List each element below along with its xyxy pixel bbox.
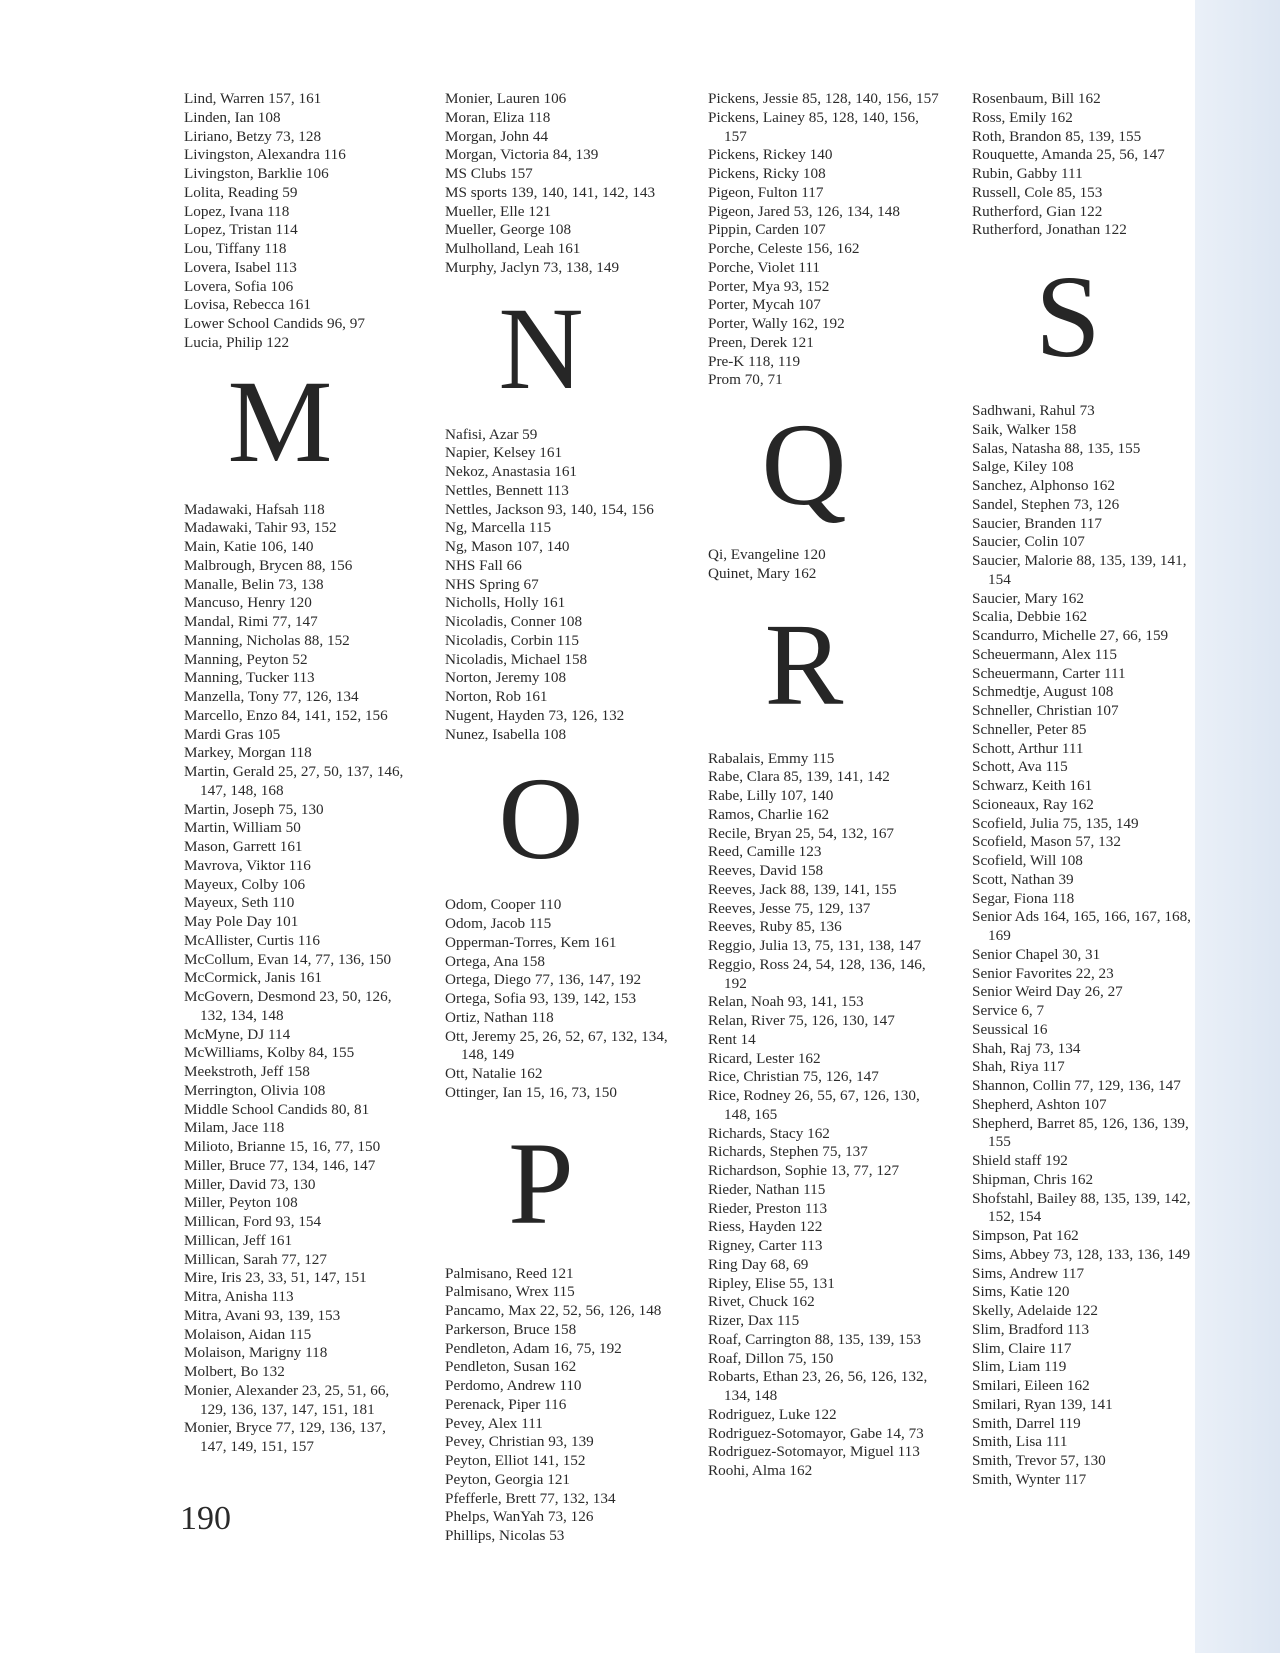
index-entry: Scofield, Julia 75, 135, 149 (972, 814, 1139, 832)
index-entry: Saucier, Colin 107 (972, 533, 1085, 551)
index-entry: Relan, Noah 93, 141, 153 (708, 993, 864, 1011)
index-entry: Liriano, Betzy 73, 128 (184, 127, 322, 145)
index-entry: Rodriguez-Sotomayor, Gabe 14, 73 (708, 1424, 924, 1442)
index-entry: Ott, Natalie 162 (445, 1065, 543, 1082)
index-entry: Parkerson, Bruce 158 (445, 1320, 577, 1338)
index-entry: Salas, Natasha 88, 135, 155 (972, 439, 1141, 457)
index-entry: Smith, Wynter 117 (972, 1470, 1087, 1488)
index-entry: Scott, Nathan 39 (972, 870, 1074, 888)
index-entry: MS sports 139, 140, 141, 142, 143 (445, 183, 656, 201)
page-number: 190 (180, 1500, 231, 1537)
index-entry: Mardi Gras 105 (184, 725, 281, 743)
index-entry: Millican, Ford 93, 154 (184, 1213, 322, 1230)
index-entry: Mueller, George 108 (445, 221, 572, 239)
index-entry: Richardson, Sophie 13, 77, 127 (708, 1162, 900, 1179)
index-entry: Ring Day 68, 69 (708, 1255, 809, 1273)
index-entry: Pendleton, Adam 16, 75, 192 (445, 1339, 622, 1357)
index-entry: Meekstroth, Jeff 158 (184, 1063, 310, 1080)
index-entry: Senior Favorites 22, 23 (972, 964, 1114, 982)
index-entry: Sims, Abbey 73, 128, 133, 136, 149 (972, 1245, 1191, 1263)
index-entry: Mitra, Anisha 113 (184, 1288, 294, 1305)
index-entry: Lopez, Tristan 114 (184, 221, 298, 239)
index-entry: Middle School Candids 80, 81 (184, 1100, 370, 1118)
index-entry: Riess, Hayden 122 (708, 1218, 823, 1236)
index-entry: Perdomo, Andrew 110 (445, 1377, 582, 1394)
index-entry: Shepherd, Barret 85, 126, 136, 139, 155 (972, 1114, 1189, 1151)
index-entry: Pancamo, Max 22, 52, 56, 126, 148 (445, 1302, 662, 1319)
index-entry: Moran, Eliza 118 (445, 108, 551, 126)
index-entry: McWilliams, Kolby 84, 155 (184, 1044, 355, 1062)
index-entry: Phelps, WanYah 73, 126 (445, 1508, 594, 1526)
index-entry: Mayeux, Colby 106 (184, 875, 306, 893)
index-entry: Rabe, Clara 85, 139, 141, 142 (708, 768, 890, 786)
section-letter-r: R (764, 598, 844, 730)
index-entry: McGovern, Desmond 23, 50, 126, 132, 134, 148 (184, 988, 392, 1024)
index-entry: Roth, Brandon 85, 139, 155 (972, 127, 1142, 145)
index-entry: Saik, Walker 158 (972, 420, 1077, 438)
index-entry: Ng, Mason 107, 140 (445, 538, 570, 555)
index-entry: Porche, Violet 111 (708, 258, 820, 276)
index-entry: Martin, William 50 (184, 819, 301, 837)
index-entry: Palmisano, Wrex 115 (445, 1283, 575, 1301)
index-entry: Porche, Celeste 156, 162 (708, 240, 860, 257)
index-entry: Millican, Sarah 77, 127 (184, 1250, 327, 1268)
index-entry: Porter, Wally 162, 192 (708, 315, 845, 332)
index-entry: Lucia, Philip 122 (184, 333, 290, 351)
index-entry: Nicoladis, Corbin 115 (445, 631, 580, 649)
index-entry: Manalle, Belin 73, 138 (184, 575, 324, 593)
index-entry: Milam, Jace 118 (184, 1119, 285, 1137)
index-entry: Shofstahl, Bailey 88, 135, 139, 142, 152, 154 (972, 1189, 1191, 1226)
index-entry: Sims, Andrew 117 (972, 1264, 1085, 1282)
index-entry: Marcello, Enzo 84, 141, 152, 156 (184, 706, 388, 724)
index-entry: Senior Weird Day 26, 27 (972, 983, 1123, 1001)
index-entry: Seussical 16 (972, 1020, 1048, 1038)
index-entry: Peyton, Georgia 121 (445, 1470, 571, 1488)
index-entry: Merrington, Olivia 108 (184, 1081, 326, 1099)
index-entry: Pigeon, Jared 53, 126, 134, 148 (708, 202, 900, 220)
index-entry: Pickens, Ricky 108 (708, 165, 826, 182)
index-entry: Schwarz, Keith 161 (972, 777, 1093, 794)
index-entry: Rigney, Carter 113 (708, 1237, 823, 1254)
index-entry: Richards, Stacy 162 (708, 1124, 830, 1142)
page-binding-edge (1195, 0, 1280, 1653)
section-letter-s: S (1035, 251, 1101, 382)
index-entry: Schneller, Christian 107 (972, 702, 1119, 719)
index-entry: Rice, Rodney 26, 55, 67, 126, 130, 148, 165 (708, 1087, 920, 1123)
index-entry: Ricard, Lester 162 (708, 1049, 821, 1067)
index-entry: Rutherford, Jonathan 122 (972, 221, 1127, 239)
index-entry: Slim, Bradford 113 (972, 1320, 1090, 1338)
index-entry: Mason, Garrett 161 (184, 838, 303, 855)
index-entry: Martin, Gerald 25, 27, 50, 137, 146, 147, 148, 168 (184, 763, 404, 799)
index-entry: Slim, Liam 119 (972, 1358, 1067, 1376)
index-entry: Odom, Jacob 115 (445, 915, 552, 932)
index-entry: Pippin, Carden 107 (708, 221, 826, 239)
index-entry: Shipman, Chris 162 (972, 1170, 1094, 1188)
section-letter-p: P (508, 1117, 574, 1249)
index-entry: Ottinger, Ian 15, 16, 73, 150 (445, 1083, 617, 1101)
index-entry: Lovera, Isabel 113 (184, 258, 297, 276)
index-entry: Manning, Tucker 113 (184, 669, 315, 687)
index-entry: Smilari, Ryan 139, 141 (972, 1395, 1113, 1413)
index-entry: Nugent, Hayden 73, 126, 132 (445, 706, 625, 724)
index-entry: Mayeux, Seth 110 (184, 894, 295, 912)
index-entry: Segar, Fiona 118 (972, 889, 1075, 907)
index-entry: Reed, Camille 123 (708, 843, 822, 861)
index-entry: Qi, Evangeline 120 (708, 546, 826, 563)
index-entry: Mulholland, Leah 161 (445, 240, 581, 257)
index-entry: Rutherford, Gian 122 (972, 202, 1103, 220)
index-entry: Nicoladis, Conner 108 (445, 613, 583, 630)
index-entry: Simpson, Pat 162 (972, 1227, 1079, 1244)
index-entry: Service 6, 7 (972, 1002, 1045, 1019)
index-entry: Morgan, John 44 (445, 127, 549, 145)
index-entry: Senior Ads 164, 165, 166, 167, 168, 169 (972, 908, 1191, 944)
index-entry: Porter, Mycah 107 (708, 296, 821, 314)
index-entry: Pre-K 118, 119 (708, 352, 801, 370)
index-entry: Schmedtje, August 108 (972, 683, 1114, 701)
index-entry: Roaf, Carrington 88, 135, 139, 153 (708, 1330, 922, 1348)
index-entry: Ortega, Sofia 93, 139, 142, 153 (445, 990, 637, 1007)
index-entry: May Pole Day 101 (184, 913, 299, 930)
index-entry: Nekoz, Anastasia 161 (445, 463, 578, 480)
index-entry: Reggio, Julia 13, 75, 131, 138, 147 (708, 937, 922, 954)
index-column-3 (708, 90, 940, 1481)
index-entry: Pickens, Lainey 85, 128, 140, 156, 157 (708, 108, 919, 145)
index-entry: Madawaki, Hafsah 118 (184, 500, 325, 518)
index-entry: Monier, Lauren 106 (445, 90, 567, 107)
index-entry: Molaison, Marigny 118 (184, 1344, 328, 1362)
index-entry: Madawaki, Tahir 93, 152 (184, 519, 337, 537)
index-entry: Scandurro, Michelle 27, 66, 159 (972, 627, 1169, 644)
index-entry: McAllister, Curtis 116 (184, 931, 320, 949)
index-entry: Reeves, Ruby 85, 136 (708, 918, 842, 936)
index-entry: Pigeon, Fulton 117 (708, 183, 824, 201)
index-entry: Quinet, Mary 162 (708, 564, 817, 582)
index-entry: Reeves, Jack 88, 139, 141, 155 (708, 880, 897, 898)
index-entry: Sims, Katie 120 (972, 1283, 1070, 1301)
index-entry: Ripley, Elise 55, 131 (708, 1274, 835, 1292)
index-entry: Ng, Marcella 115 (445, 519, 552, 537)
index-entry: Mavrova, Viktor 116 (184, 856, 311, 874)
index-entry: Prom 70, 71 (708, 371, 783, 389)
index-entry: Rubin, Gabby 111 (972, 165, 1083, 182)
index-entry: Reeves, Jesse 75, 129, 137 (708, 899, 871, 917)
index-entry: Murphy, Jaclyn 73, 138, 149 (445, 258, 620, 276)
index-entry: Pfefferle, Brett 77, 132, 134 (445, 1489, 616, 1507)
index-entry: Napier, Kelsey 161 (445, 444, 563, 462)
index-entry: Shah, Raj 73, 134 (972, 1039, 1081, 1057)
index-entry: Miller, David 73, 130 (184, 1175, 316, 1193)
index-entry: Lou, Tiffany 118 (184, 240, 287, 257)
index-entry: Robarts, Ethan 23, 26, 56, 126, 132, 134, 148 (708, 1368, 928, 1404)
index-entry: Scheuermann, Alex 115 (972, 645, 1117, 663)
index-entry: Manning, Nicholas 88, 152 (184, 631, 350, 649)
index-entry: Preen, Derek 121 (708, 333, 814, 351)
index-entry: Relan, River 75, 126, 130, 147 (708, 1012, 895, 1029)
index-entry: Sanchez, Alphonso 162 (972, 477, 1115, 494)
index-entry: Scalia, Debbie 162 (972, 608, 1088, 626)
index-entry: Ott, Jeremy 25, 26, 52, 67, 132, 134, 148, 149 (445, 1027, 668, 1064)
index-entry: Nafisi, Azar 59 (445, 425, 538, 443)
index-entry: Malbrough, Brycen 88, 156 (184, 556, 353, 574)
index-entry: Miller, Bruce 77, 134, 146, 147 (184, 1156, 376, 1174)
index-entry: Norton, Jeremy 108 (445, 669, 567, 687)
index-entry: Nicholls, Holly 161 (445, 594, 566, 612)
index-entry: Saucier, Malorie 88, 135, 139, 141, 154 (972, 552, 1187, 588)
index-entry: Rouquette, Amanda 25, 56, 147 (972, 146, 1165, 164)
index-entry: Ortiz, Nathan 118 (445, 1008, 554, 1026)
index-entry: Saucier, Mary 162 (972, 589, 1084, 607)
index-entry: Mandal, Rimi 77, 147 (184, 613, 318, 630)
index-entry: Palmisano, Reed 121 (445, 1264, 574, 1282)
section-letter-n: N (498, 282, 584, 414)
index-entry: Main, Katie 106, 140 (184, 538, 314, 555)
index-entry: MS Clubs 157 (445, 165, 533, 182)
index-entry: Monier, Bryce 77, 129, 136, 137, 147, 149, 151, 157 (184, 1419, 386, 1455)
index-entry: Lovera, Sofia 106 (184, 277, 294, 295)
index-entry: Lolita, Reading 59 (184, 183, 298, 201)
index-entry: Pickens, Jessie 85, 128, 140, 156, 157 (708, 90, 939, 107)
index-entry: Richards, Stephen 75, 137 (708, 1143, 868, 1161)
index-entry: Roohi, Alma 162 (708, 1462, 813, 1479)
index-entry: Miller, Peyton 108 (184, 1194, 298, 1212)
index-entry: Porter, Mya 93, 152 (708, 277, 830, 295)
index-entry: Peyton, Elliot 141, 152 (445, 1452, 586, 1469)
index-entry: Pevey, Christian 93, 139 (445, 1433, 594, 1451)
index-entry: Scheuermann, Carter 111 (972, 664, 1126, 682)
section-letter-o: O (498, 753, 584, 885)
index-entry: Monier, Alexander 23, 25, 51, 66, 129, 136, 137, 147, 151, 181 (184, 1381, 390, 1418)
section-letter-m: M (227, 355, 333, 487)
index-entry: Milioto, Brianne 15, 16, 77, 150 (184, 1138, 381, 1155)
index-entry: Norton, Rob 161 (445, 688, 548, 705)
index-entry: Schott, Ava 115 (972, 758, 1068, 776)
index-entry: McCormick, Janis 161 (184, 969, 322, 987)
index-entry: Shah, Riya 117 (972, 1058, 1065, 1076)
index-entry: Sandel, Stephen 73, 126 (972, 495, 1120, 513)
index-entry: Opperman-Torres, Kem 161 (445, 933, 617, 951)
index-entry: Ramos, Charlie 162 (708, 805, 830, 823)
index-entry: Reeves, David 158 (708, 862, 824, 879)
index-entry: Lower School Candids 96, 97 (184, 315, 365, 332)
index-entry: McMyne, DJ 114 (184, 1025, 291, 1043)
index-entry: Ortega, Diego 77, 136, 147, 192 (445, 971, 642, 989)
index-column-1 (184, 90, 416, 1457)
index-entry: Manning, Peyton 52 (184, 650, 308, 668)
index-entry: Roaf, Dillon 75, 150 (708, 1349, 834, 1367)
index-entry: Molbert, Bo 132 (184, 1363, 285, 1380)
index-entry: Shannon, Collin 77, 129, 136, 147 (972, 1077, 1181, 1094)
index-entry: Perenack, Piper 116 (445, 1395, 567, 1413)
index-entry: Rivet, Chuck 162 (708, 1293, 815, 1311)
index-entry: Shepherd, Ashton 107 (972, 1095, 1107, 1113)
index-entry: Shield staff 192 (972, 1152, 1068, 1169)
index-entry: Rice, Christian 75, 126, 147 (708, 1068, 879, 1086)
index-entry: Linden, Ian 108 (184, 108, 281, 126)
index-entry: Pickens, Rickey 140 (708, 146, 833, 164)
index-entry: Rent 14 (708, 1030, 756, 1048)
index-entry: Nunez, Isabella 108 (445, 725, 567, 743)
index-entry: Ross, Emily 162 (972, 108, 1073, 126)
index-entry: Rabalais, Emmy 115 (708, 749, 835, 767)
index-entry: Rabe, Lilly 107, 140 (708, 787, 834, 804)
index-entry: Schott, Arthur 111 (972, 739, 1084, 757)
index-entry: Mancuso, Henry 120 (184, 594, 312, 612)
index-entry: Odom, Cooper 110 (445, 896, 562, 914)
index-entry: Mitra, Avani 93, 139, 153 (184, 1306, 341, 1324)
index-column-4 (972, 90, 1204, 1490)
section-letter-q: Q (761, 399, 847, 530)
index-entry: Rodriguez-Sotomayor, Miguel 113 (708, 1443, 920, 1461)
index-entry: Manzella, Tony 77, 126, 134 (184, 688, 359, 705)
index-entry: Martin, Joseph 75, 130 (184, 800, 324, 818)
index-entry: Phillips, Nicolas 53 (445, 1527, 565, 1544)
index-entry: Salge, Kiley 108 (972, 458, 1074, 476)
index-column-2 (445, 90, 677, 1546)
index-entry: Rodriguez, Luke 122 (708, 1405, 837, 1423)
index-entry: Nicoladis, Michael 158 (445, 650, 588, 668)
index-entry: Scioneaux, Ray 162 (972, 795, 1094, 813)
index-entry: Rizer, Dax 115 (708, 1312, 800, 1329)
index-entry: Lind, Warren 157, 161 (184, 90, 322, 107)
index-entry: Mire, Iris 23, 33, 51, 147, 151 (184, 1269, 367, 1287)
index-entry: Livingston, Alexandra 116 (184, 146, 346, 164)
index-entry: McCollum, Evan 14, 77, 136, 150 (184, 950, 392, 968)
index-entry: Smith, Trevor 57, 130 (972, 1452, 1106, 1469)
index-entry: Rieder, Nathan 115 (708, 1180, 826, 1198)
index-entry: Schneller, Peter 85 (972, 720, 1087, 738)
index-entry: Russell, Cole 85, 153 (972, 183, 1103, 201)
index-entry: Scofield, Will 108 (972, 852, 1083, 869)
index-entry: NHS Fall 66 (445, 556, 522, 574)
index-entry: Mueller, Elle 121 (445, 202, 552, 220)
index-entry: Pendleton, Susan 162 (445, 1358, 577, 1376)
index-entry: Sadhwani, Rahul 73 (972, 402, 1095, 419)
index-entry: Markey, Morgan 118 (184, 744, 312, 762)
index-entry: Smith, Darrel 119 (972, 1414, 1081, 1432)
index-entry: Skelly, Adelaide 122 (972, 1302, 1098, 1319)
index-entry: NHS Spring 67 (445, 575, 539, 593)
index-entry: Rieder, Preston 113 (708, 1199, 828, 1217)
index-entry: Nettles, Jackson 93, 140, 154, 156 (445, 500, 654, 518)
index-entry: Senior Chapel 30, 31 (972, 945, 1101, 963)
index-entry: Morgan, Victoria 84, 139 (445, 146, 599, 164)
index-entry: Smith, Lisa 111 (972, 1433, 1068, 1451)
index-entry: Livingston, Barklie 106 (184, 165, 329, 182)
index-entry: Scofield, Mason 57, 132 (972, 833, 1121, 851)
index-entry: Ortega, Ana 158 (445, 952, 545, 970)
index-entry: Nettles, Bennett 113 (445, 481, 569, 499)
index-entry: Molaison, Aidan 115 (184, 1325, 312, 1343)
index-entry: Rosenbaum, Bill 162 (972, 90, 1101, 107)
index-entry: Saucier, Branden 117 (972, 514, 1102, 532)
index-entry: Slim, Claire 117 (972, 1339, 1072, 1357)
index-entry: Pevey, Alex 111 (445, 1414, 543, 1432)
index-entry: Recile, Bryan 25, 54, 132, 167 (708, 824, 895, 842)
index-entry: Lovisa, Rebecca 161 (184, 296, 311, 314)
index-entry: Smilari, Eileen 162 (972, 1377, 1090, 1394)
index-entry: Reggio, Ross 24, 54, 128, 136, 146, 192 (708, 955, 926, 992)
index-entry: Millican, Jeff 161 (184, 1231, 293, 1249)
index-entry: Lopez, Ivana 118 (184, 202, 290, 220)
